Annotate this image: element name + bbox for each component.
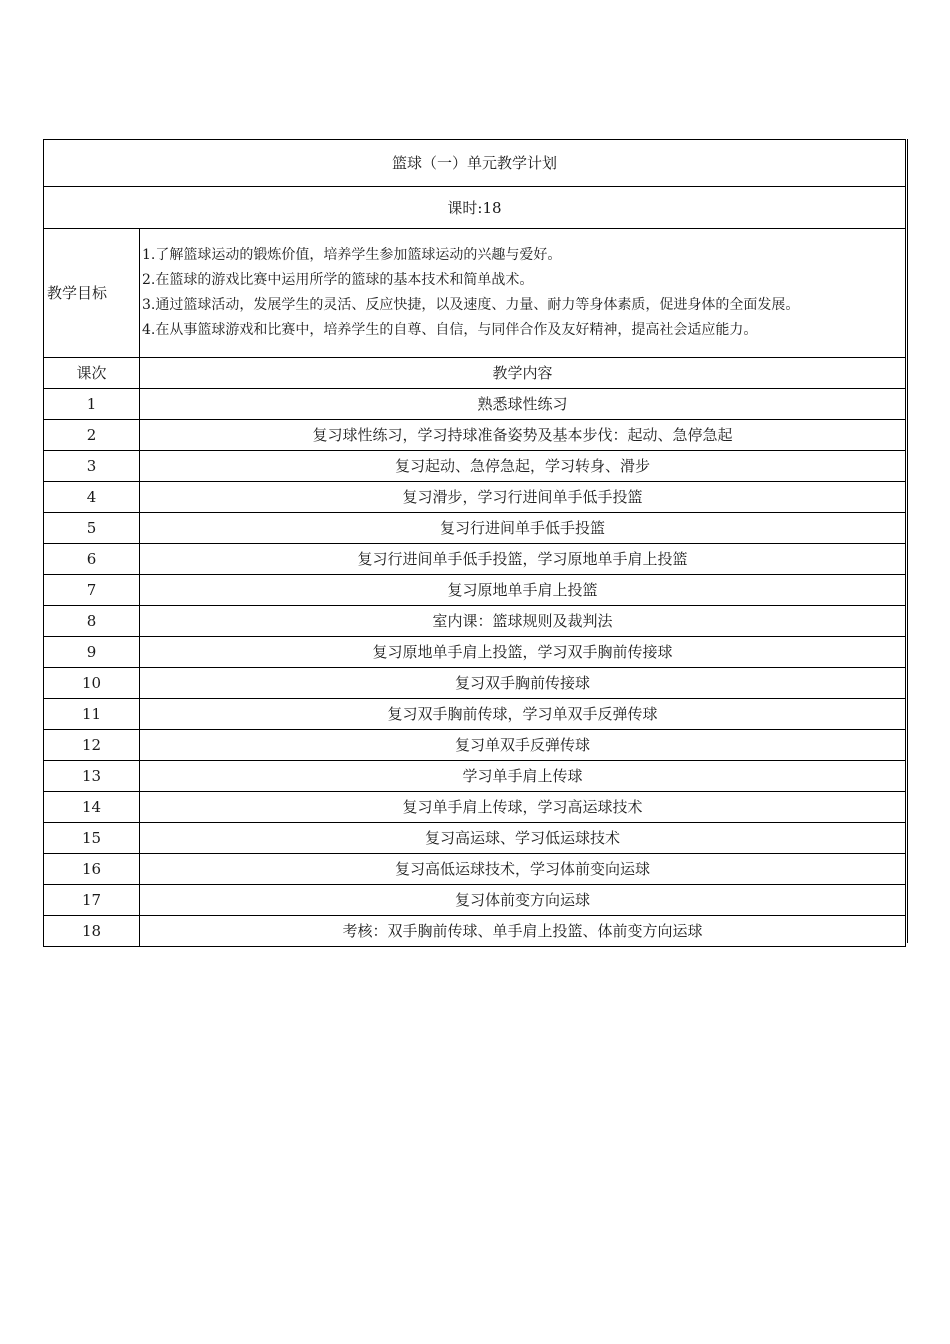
lesson-number: 14 (44, 792, 140, 823)
lesson-content: 复习球性练习，学习持球准备姿势及基本步伐：起动、急停急起 (140, 420, 906, 451)
lesson-content: 室内课：篮球规则及裁判法 (140, 606, 906, 637)
column-header-row (44, 358, 906, 389)
lesson-number: 4 (44, 482, 140, 513)
table-row (44, 544, 906, 575)
class-hours: 课时:18 (44, 187, 906, 229)
lesson-content: 复习单手肩上传球，学习高运球技术 (140, 792, 906, 823)
lesson-content: 复习起动、急停急起，学习转身、滑步 (140, 451, 906, 482)
lesson-content: 复习滑步，学习行进间单手低手投篮 (140, 482, 906, 513)
table-row (44, 420, 906, 451)
lesson-number: 9 (44, 637, 140, 668)
lesson-number: 1 (44, 389, 140, 420)
table-row (44, 451, 906, 482)
goals-list (140, 229, 906, 358)
lesson-content: 复习单双手反弹传球 (140, 730, 906, 761)
column-header-lesson: 课次 (44, 358, 140, 389)
lesson-content: 复习行进间单手低手投篮 (140, 513, 906, 544)
lesson-content: 复习原地单手肩上投篮，学习双手胸前传接球 (140, 637, 906, 668)
lesson-content: 复习行进间单手低手投篮，学习原地单手肩上投篮 (140, 544, 906, 575)
lesson-number: 18 (44, 916, 140, 947)
table-row (44, 699, 906, 730)
lesson-number: 16 (44, 854, 140, 885)
table-row (44, 792, 906, 823)
lesson-number: 13 (44, 761, 140, 792)
table-row (44, 575, 906, 606)
column-header-content: 教学内容 (140, 358, 906, 389)
lesson-number: 10 (44, 668, 140, 699)
table-row (44, 389, 906, 420)
lesson-number: 3 (44, 451, 140, 482)
lesson-content: 复习高运球、学习低运球技术 (140, 823, 906, 854)
teaching-plan-sheet (43, 139, 908, 947)
goals-label: 教学目标 (44, 229, 140, 358)
goal-item-1: 1.了解篮球运动的锻炼价值，培养学生参加篮球运动的兴趣与爱好。 (142, 247, 562, 263)
lesson-number: 11 (44, 699, 140, 730)
table-row (44, 854, 906, 885)
lesson-number: 2 (44, 420, 140, 451)
hours-row (44, 187, 906, 229)
plan-title: 篮球（一）单元教学计划 (44, 140, 906, 187)
table-row (44, 916, 906, 947)
table-row (44, 606, 906, 637)
table-row (44, 482, 906, 513)
goal-item-3: 3.通过篮球活动，发展学生的灵活、反应快捷，以及速度、力量、耐力等身体素质，促进身体的全面发展。 (142, 297, 800, 313)
goal-item-4: 4.在从事篮球游戏和比赛中，培养学生的自尊、自信，与同伴合作及友好精神，提高社会适应能力。 (142, 322, 758, 338)
lesson-content: 复习双手胸前传接球 (140, 668, 906, 699)
lesson-number: 8 (44, 606, 140, 637)
table-row (44, 761, 906, 792)
lesson-number: 17 (44, 885, 140, 916)
table-row (44, 823, 906, 854)
lesson-number: 5 (44, 513, 140, 544)
lesson-content: 熟悉球性练习 (140, 389, 906, 420)
table-row (44, 513, 906, 544)
goal-item-2: 2.在篮球的游戏比赛中运用所学的篮球的基本技术和简单战术。 (142, 272, 534, 288)
lesson-number: 15 (44, 823, 140, 854)
title-row (44, 140, 906, 187)
lesson-number: 6 (44, 544, 140, 575)
lesson-content: 学习单手肩上传球 (140, 761, 906, 792)
table-row (44, 885, 906, 916)
lesson-content: 复习高低运球技术，学习体前变向运球 (140, 854, 906, 885)
lesson-number: 7 (44, 575, 140, 606)
lesson-number: 12 (44, 730, 140, 761)
lesson-content: 考核：双手胸前传球、单手肩上投篮、体前变方向运球 (140, 916, 906, 947)
goals-row (44, 229, 906, 358)
lesson-content: 复习体前变方向运球 (140, 885, 906, 916)
lesson-content: 复习原地单手肩上投篮 (140, 575, 906, 606)
table-row (44, 730, 906, 761)
lesson-content: 复习双手胸前传球，学习单双手反弹传球 (140, 699, 906, 730)
table-row (44, 637, 906, 668)
table-row (44, 668, 906, 699)
teaching-plan-table (43, 139, 906, 947)
